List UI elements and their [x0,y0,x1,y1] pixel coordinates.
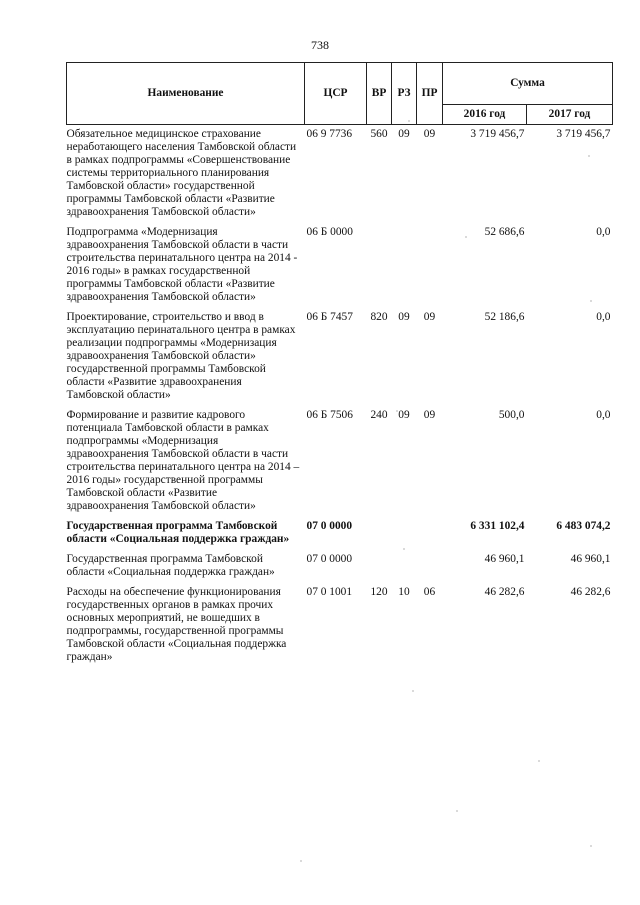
row-vr: 240 [370,409,388,421]
scan-speck [300,860,302,862]
row-name: Подпрограмма «Модернизация здравоохранения Тамбовской области в части строительства перинатального центра на 2014 - 2016 годы» в рамках государственной программы Тамбовской области «Развитие здравоохранения Тамбовской области» [66,226,298,303]
row-csr: 06 9 7736 [306,128,353,140]
row-rz: 09 [398,311,410,323]
row-sum-2016: 3 719 456,7 [470,128,525,140]
row-csr: 07 0 0000 [306,553,353,565]
row-vr [367,551,392,584]
row-sum-2017: 0,0 [596,409,611,421]
row-csr: 06 Б 7457 [306,311,353,323]
row-sum-2016: 46 282,6 [484,586,525,598]
header-rz: РЗ [392,63,417,125]
row-pr: 06 [423,586,436,598]
row-sum-2017: 46 960,1 [570,553,611,565]
row-sum-2017: 0,0 [596,311,611,323]
table-row [67,224,613,309]
row-rz [392,551,417,584]
row-sum-2016: 46 960,1 [484,553,525,565]
scan-speck [590,300,592,302]
row-sum-2016: 52 186,6 [484,311,525,323]
header-csr: ЦСР [305,63,367,125]
table-row [67,309,613,407]
header-sum: Сумма [443,63,613,105]
table-row [67,125,613,225]
row-pr: 09 [423,128,436,140]
row-rz [392,518,417,551]
table-header [67,63,613,125]
row-vr [367,518,392,551]
budget-table [66,62,613,669]
row-pr [417,224,443,309]
scan-speck [590,845,592,847]
row-sum-2017: 6 483 074,2 [556,520,611,532]
scan-speck [396,410,398,412]
table-row [67,551,613,584]
row-rz: 09 [398,128,410,140]
scan-speck [456,810,458,812]
row-csr: 07 0 1001 [306,586,353,598]
row-sum-2016: 500,0 [498,409,525,421]
row-csr: 07 0 0000 [306,520,353,532]
scan-speck [465,236,467,238]
table-row [67,518,613,551]
row-sum-2016: 6 331 102,4 [470,520,525,532]
table-row [67,584,613,669]
row-sum-2016: 52 686,6 [484,226,525,238]
table-row [67,407,613,518]
row-rz: 09 [398,409,410,421]
scan-speck [408,120,410,122]
scan-speck [538,760,540,762]
row-vr [367,224,392,309]
header-name: Наименование [67,63,305,125]
header-year-2017: 2017 год [527,105,613,125]
row-name: Обязательное медицинское страхование неработающего населения Тамбовской области в рамках подпрограммы «Совершенствование системы территориального планирования Тамбовской области» государственной программы Тамбовской области «Развитие здравоохранения Тамбовской области» [66,128,297,218]
row-pr: 09 [423,409,436,421]
row-sum-2017: 0,0 [596,226,611,238]
row-name: Формирование и развитие кадрового потенциала Тамбовской области в рамках подпрограммы «Модернизация здравоохранения Тамбовской области в части строительства перинатального центра на 2014 – 2016 годы» государственной программы Тамбовской области «Развитие здравоохранения Тамбовской области» [66,409,300,512]
header-year-2016: 2016 год [443,105,527,125]
row-pr: 09 [423,311,436,323]
page-number: 738 [311,38,329,52]
row-vr: 560 [370,128,388,140]
scan-speck [588,155,590,157]
row-pr [417,518,443,551]
row-rz [392,224,417,309]
row-rz: 10 [398,586,410,598]
row-vr: 820 [370,311,388,323]
scan-speck [412,690,414,692]
header-vr: ВР [367,63,392,125]
row-name: Проектирование, строительство и ввод в эксплуатацию перинатального центра в рамках реализации подпрограммы «Модернизация здравоохранения Тамбовской области» государственной программы Тамбовской области «Развитие здравоохранения Тамбовской области» [66,311,296,401]
row-vr: 120 [370,586,388,598]
row-csr: 06 Б 0000 [306,226,353,238]
row-pr [417,551,443,584]
row-sum-2017: 46 282,6 [570,586,611,598]
row-csr: 06 Б 7506 [306,409,353,421]
table-body [67,125,613,670]
row-name: Государственная программа Тамбовской области «Социальная поддержка граждан» [66,520,290,545]
scan-speck [403,548,405,550]
row-sum-2017: 3 719 456,7 [556,128,611,140]
header-pr: ПР [417,63,443,125]
row-name: Государственная программа Тамбовской области «Социальная поддержка граждан» [66,553,275,578]
row-name: Расходы на обеспечение функционирования государственных органов в рамках прочих основных мероприятий, не вошедших в подпрограммы, государственной программы Тамбовской области «Социальная поддержка граждан» [66,586,287,663]
